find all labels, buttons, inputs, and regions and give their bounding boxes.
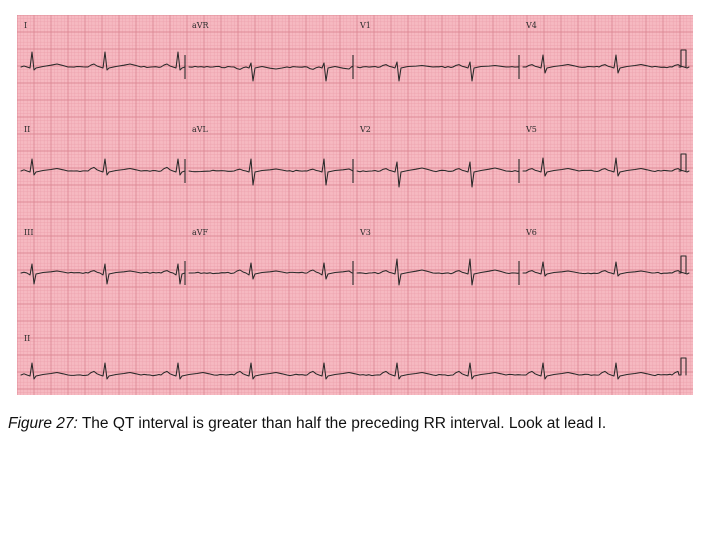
trace-iii-row3 [21, 264, 185, 284]
trace-v2-row2 [357, 162, 519, 187]
lead-label-v1-row1: V1 [360, 21, 371, 30]
trace-v4-row1 [523, 55, 689, 73]
lead-label-avf-row3: aVF [192, 228, 209, 237]
trace-v6-row3 [523, 262, 689, 276]
trace-avl-row2 [189, 159, 353, 185]
lead-label-v3-row3: V3 [360, 228, 371, 237]
lead-label-i-row1: I [24, 21, 28, 30]
caption-text: The QT interval is greater than half the preceding RR interval. Look at lead I. [77, 415, 607, 432]
lead-label-avl-row2: aVL [192, 125, 208, 134]
lead-label-v2-row2: V2 [360, 125, 371, 134]
figure-caption [8, 415, 606, 433]
trace-v1-row1 [357, 62, 519, 81]
lead-label-ii-row4: II [24, 334, 31, 343]
lead-label-iii-row3: III [24, 228, 34, 237]
lead-label-v4-row1: V4 [526, 21, 537, 30]
lead-label-ii-row2: II [24, 125, 31, 134]
figure-label: Figure 27: [8, 415, 78, 432]
lead-label-v6-row3: V6 [526, 228, 537, 237]
lead-label-avr-row1: aVR [192, 21, 209, 30]
trace-v3-row3 [357, 259, 519, 285]
lead-label-v5-row2: V5 [526, 125, 537, 134]
ecg-tracing [17, 15, 693, 395]
trace-v5-row2 [523, 158, 689, 176]
trace-i-row1 [21, 52, 185, 70]
ecg-paper [17, 15, 693, 395]
